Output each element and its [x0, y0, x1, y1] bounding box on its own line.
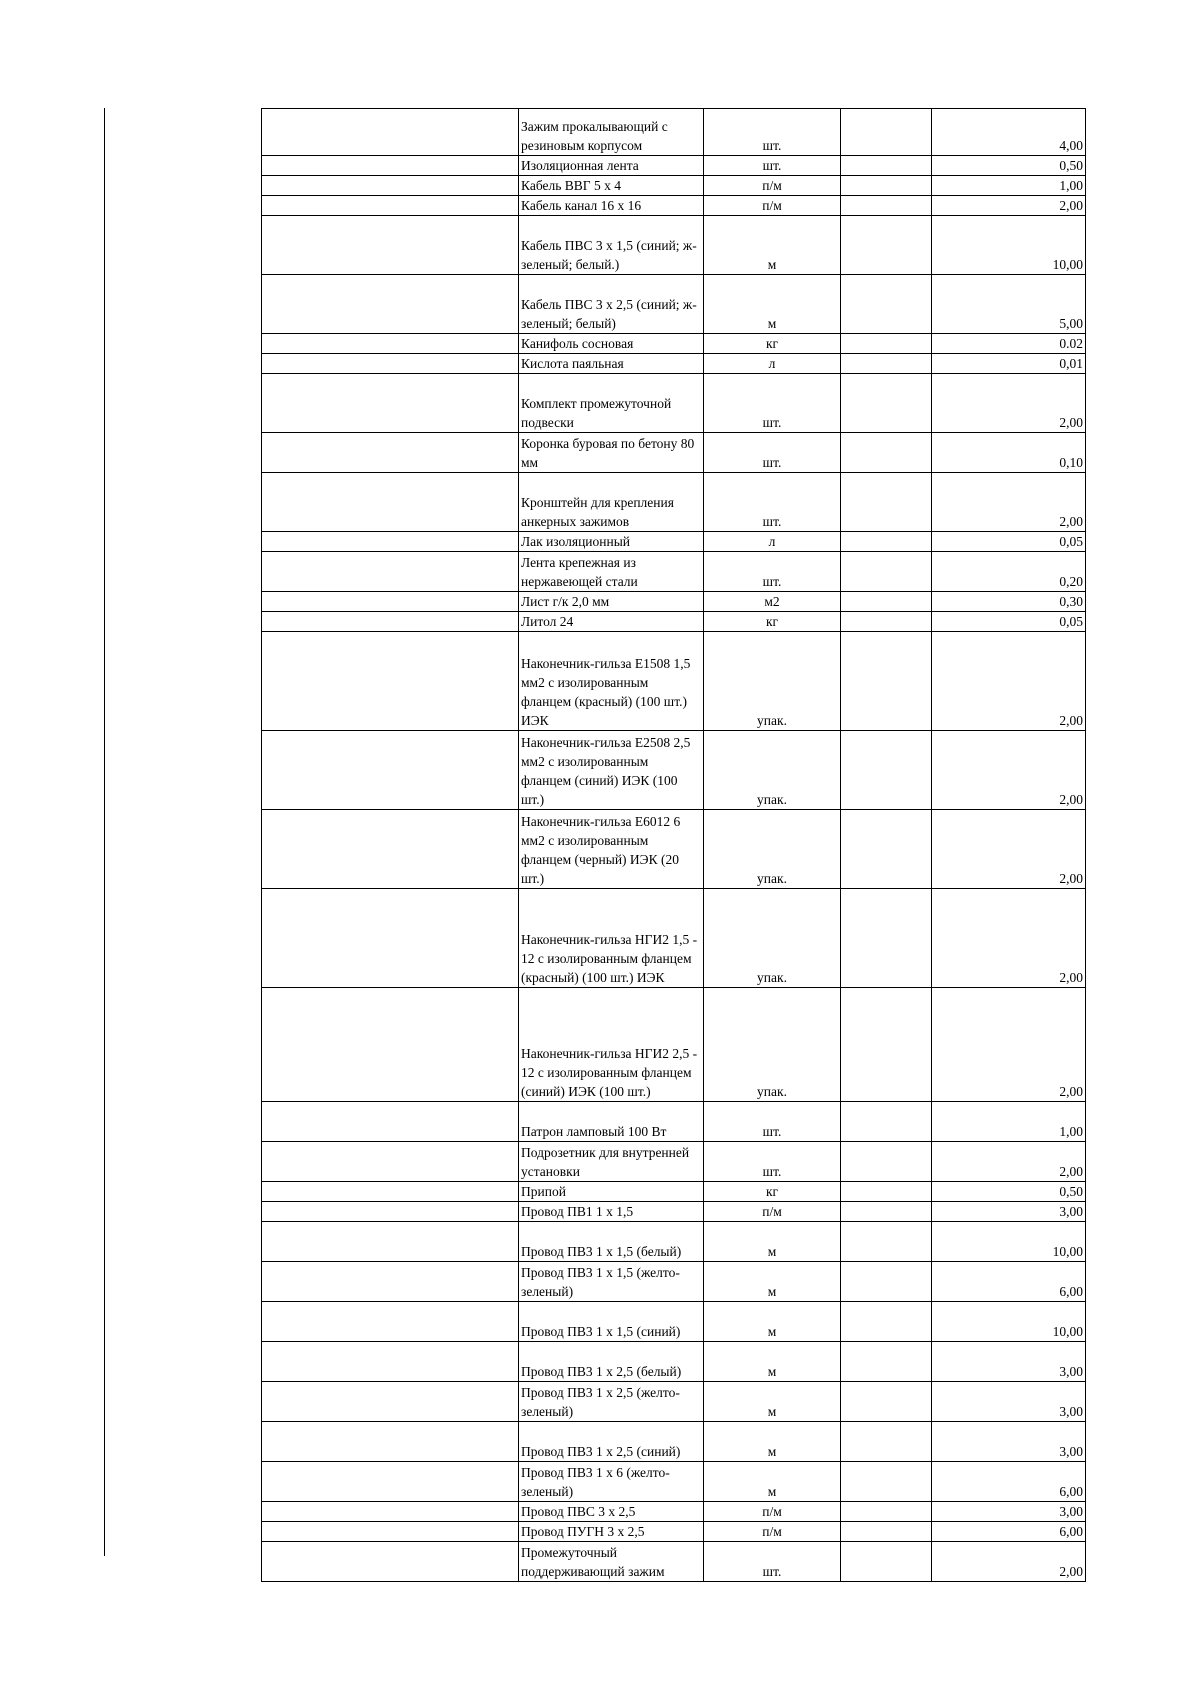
empty-cell	[262, 334, 519, 354]
empty-cell	[841, 592, 932, 612]
material-name-cell: Лак изоляционный	[519, 532, 704, 552]
empty-cell	[262, 354, 519, 374]
unit-cell: шт.	[704, 1542, 841, 1582]
material-name-cell: Кронштейн для крепления анкерных зажимов	[519, 473, 704, 532]
quantity-cell: 0,05	[932, 612, 1086, 632]
empty-cell	[262, 473, 519, 532]
table-row	[262, 1262, 1086, 1302]
unit-cell: п/м	[704, 1502, 841, 1522]
material-name-cell: Кабель ПВС 3 х 1,5 (синий; ж-зеленый; белый.)	[519, 216, 704, 275]
quantity-cell: 5,00	[932, 275, 1086, 334]
empty-cell	[262, 552, 519, 592]
unit-cell: м2	[704, 592, 841, 612]
table-row	[262, 731, 1086, 810]
material-name-cell: Изоляционная лента	[519, 156, 704, 176]
table-row	[262, 374, 1086, 433]
material-name-cell: Провод ПВ3 1 х 2,5 (белый)	[519, 1342, 704, 1382]
material-name-cell: Лист г/к 2,0 мм	[519, 592, 704, 612]
empty-cell	[262, 176, 519, 196]
material-name-cell: Провод ПВ3 1 х 2,5 (желто-зеленый)	[519, 1382, 704, 1422]
unit-cell: п/м	[704, 196, 841, 216]
empty-cell	[262, 532, 519, 552]
empty-cell	[841, 1342, 932, 1382]
material-name-cell: Наконечник-гильза Е2508 2,5 мм2 с изолированным фланцем (синий) ИЭК (100 шт.)	[519, 731, 704, 810]
empty-cell	[262, 1522, 519, 1542]
empty-cell	[841, 1542, 932, 1582]
table-row	[262, 156, 1086, 176]
material-name-cell: Наконечник-гильза НГИ2 2,5 - 12 с изолированным фланцем (синий) ИЭК (100 шт.)	[519, 988, 704, 1102]
quantity-cell: 2,00	[932, 1142, 1086, 1182]
quantity-cell: 0.02	[932, 334, 1086, 354]
empty-cell	[841, 354, 932, 374]
empty-cell	[841, 1522, 932, 1542]
empty-cell	[262, 1542, 519, 1582]
table-row	[262, 1382, 1086, 1422]
empty-cell	[262, 632, 519, 731]
unit-cell: кг	[704, 1182, 841, 1202]
material-name-cell: Провод ПВС 3 х 2,5	[519, 1502, 704, 1522]
material-name-cell: Литол 24	[519, 612, 704, 632]
empty-cell	[262, 216, 519, 275]
table-row	[262, 354, 1086, 374]
quantity-cell: 10,00	[932, 216, 1086, 275]
empty-cell	[841, 473, 932, 532]
table-row	[262, 988, 1086, 1102]
empty-cell	[262, 1222, 519, 1262]
table-row	[262, 1202, 1086, 1222]
table-row	[262, 552, 1086, 592]
unit-cell: шт.	[704, 552, 841, 592]
material-name-cell: Провод ПВ3 1 х 1,5 (белый)	[519, 1222, 704, 1262]
quantity-cell: 0,50	[932, 1182, 1086, 1202]
quantity-cell: 3,00	[932, 1502, 1086, 1522]
empty-cell	[262, 1302, 519, 1342]
empty-cell	[262, 275, 519, 334]
empty-cell	[841, 1142, 932, 1182]
quantity-cell: 0,01	[932, 354, 1086, 374]
quantity-cell: 1,00	[932, 1102, 1086, 1142]
unit-cell: шт.	[704, 433, 841, 473]
empty-cell	[841, 216, 932, 275]
material-name-cell: Кабель ВВГ 5 х 4	[519, 176, 704, 196]
unit-cell: упак.	[704, 889, 841, 988]
unit-cell: шт.	[704, 374, 841, 433]
empty-cell	[841, 1462, 932, 1502]
empty-cell	[262, 810, 519, 889]
table-row	[262, 1302, 1086, 1342]
empty-cell	[841, 1182, 932, 1202]
empty-cell	[841, 156, 932, 176]
empty-cell	[841, 109, 932, 156]
empty-cell	[841, 1382, 932, 1422]
unit-cell: м	[704, 216, 841, 275]
unit-cell: шт.	[704, 1142, 841, 1182]
empty-cell	[841, 810, 932, 889]
material-name-cell: Наконечник-гильза НГИ2 1,5 - 12 с изолированным фланцем (красный) (100 шт.) ИЭК	[519, 889, 704, 988]
table-row	[262, 532, 1086, 552]
unit-cell: м	[704, 1422, 841, 1462]
material-name-cell: Промежуточный поддерживающий зажим	[519, 1542, 704, 1582]
quantity-cell: 4,00	[932, 109, 1086, 156]
material-name-cell: Провод ПВ3 1 х 1,5 (желто-зеленый)	[519, 1262, 704, 1302]
unit-cell: м	[704, 1262, 841, 1302]
unit-cell: шт.	[704, 473, 841, 532]
table-row	[262, 109, 1086, 156]
material-name-cell: Комплект промежуточной подвески	[519, 374, 704, 433]
empty-cell	[262, 1462, 519, 1502]
unit-cell: шт.	[704, 1102, 841, 1142]
material-name-cell: Провод ПВ3 1 х 2,5 (синий)	[519, 1422, 704, 1462]
quantity-cell: 2,00	[932, 473, 1086, 532]
table-row	[262, 1102, 1086, 1142]
unit-cell: упак.	[704, 988, 841, 1102]
empty-cell	[841, 196, 932, 216]
empty-cell	[262, 592, 519, 612]
table-row	[262, 1422, 1086, 1462]
table-row	[262, 632, 1086, 731]
quantity-cell: 3,00	[932, 1382, 1086, 1422]
empty-cell	[262, 109, 519, 156]
empty-cell	[841, 1422, 932, 1462]
quantity-cell: 2,00	[932, 889, 1086, 988]
unit-cell: м	[704, 1382, 841, 1422]
empty-cell	[841, 612, 932, 632]
materials-table	[261, 108, 1086, 1582]
empty-cell	[841, 889, 932, 988]
table-row	[262, 196, 1086, 216]
material-name-cell: Канифоль сосновая	[519, 334, 704, 354]
unit-cell: упак.	[704, 810, 841, 889]
quantity-cell: 2,00	[932, 632, 1086, 731]
quantity-cell: 10,00	[932, 1222, 1086, 1262]
table-row	[262, 176, 1086, 196]
table-row	[262, 592, 1086, 612]
material-name-cell: Коронка буровая по бетону 80 мм	[519, 433, 704, 473]
unit-cell: упак.	[704, 632, 841, 731]
quantity-cell: 2,00	[932, 1542, 1086, 1582]
material-name-cell: Кислота паяльная	[519, 354, 704, 374]
empty-cell	[841, 988, 932, 1102]
material-name-cell: Наконечник-гильза Е6012 6 мм2 с изолированным фланцем (черный) ИЭК (20 шт.)	[519, 810, 704, 889]
empty-cell	[841, 1102, 932, 1142]
empty-cell	[841, 1502, 932, 1522]
quantity-cell: 3,00	[932, 1422, 1086, 1462]
quantity-cell: 1,00	[932, 176, 1086, 196]
material-name-cell: Лента крепежная из нержавеющей стали	[519, 552, 704, 592]
empty-cell	[262, 1502, 519, 1522]
quantity-cell: 2,00	[932, 731, 1086, 810]
unit-cell: п/м	[704, 1522, 841, 1542]
empty-cell	[262, 988, 519, 1102]
empty-cell	[262, 1382, 519, 1422]
quantity-cell: 0,05	[932, 532, 1086, 552]
empty-cell	[841, 1202, 932, 1222]
empty-cell	[262, 612, 519, 632]
unit-cell: м	[704, 275, 841, 334]
material-name-cell: Провод ПУГН 3 х 2,5	[519, 1522, 704, 1542]
unit-cell: м	[704, 1462, 841, 1502]
empty-cell	[841, 1222, 932, 1262]
unit-cell: м	[704, 1222, 841, 1262]
unit-cell: л	[704, 354, 841, 374]
empty-cell	[262, 1102, 519, 1142]
empty-cell	[841, 1302, 932, 1342]
material-name-cell: Наконечник-гильза Е1508 1,5 мм2 с изолированным фланцем (красный) (100 шт.) ИЭК	[519, 632, 704, 731]
empty-cell	[841, 1262, 932, 1302]
quantity-cell: 0,30	[932, 592, 1086, 612]
empty-cell	[262, 889, 519, 988]
empty-cell	[262, 196, 519, 216]
table-row	[262, 473, 1086, 532]
table-row	[262, 1342, 1086, 1382]
table-row	[262, 1462, 1086, 1502]
empty-cell	[262, 1202, 519, 1222]
quantity-cell: 2,00	[932, 196, 1086, 216]
material-name-cell: Провод ПВ1 1 х 1,5	[519, 1202, 704, 1222]
empty-cell	[262, 1422, 519, 1462]
material-name-cell: Зажим прокалывающий с резиновым корпусом	[519, 109, 704, 156]
empty-cell	[841, 552, 932, 592]
empty-cell	[841, 532, 932, 552]
table-row	[262, 216, 1086, 275]
quantity-cell: 10,00	[932, 1302, 1086, 1342]
quantity-cell: 0,10	[932, 433, 1086, 473]
quantity-cell: 6,00	[932, 1462, 1086, 1502]
material-name-cell: Патрон ламповый 100 Вт	[519, 1102, 704, 1142]
material-name-cell: Припой	[519, 1182, 704, 1202]
unit-cell: л	[704, 532, 841, 552]
unit-cell: шт.	[704, 109, 841, 156]
material-name-cell: Провод ПВ3 1 х 6 (желто-зеленый)	[519, 1462, 704, 1502]
quantity-cell: 3,00	[932, 1202, 1086, 1222]
empty-cell	[262, 374, 519, 433]
empty-cell	[841, 275, 932, 334]
empty-cell	[841, 632, 932, 731]
empty-cell	[262, 1262, 519, 1302]
table-row	[262, 433, 1086, 473]
unit-cell: кг	[704, 612, 841, 632]
empty-cell	[262, 1342, 519, 1382]
table-row	[262, 334, 1086, 354]
quantity-cell: 3,00	[932, 1342, 1086, 1382]
table-row	[262, 1222, 1086, 1262]
unit-cell: упак.	[704, 731, 841, 810]
table-row	[262, 1182, 1086, 1202]
unit-cell: п/м	[704, 176, 841, 196]
table-row	[262, 1502, 1086, 1522]
empty-cell	[262, 731, 519, 810]
empty-cell	[262, 156, 519, 176]
table-row	[262, 1542, 1086, 1582]
table-row	[262, 1522, 1086, 1542]
empty-cell	[262, 1182, 519, 1202]
quantity-cell: 2,00	[932, 988, 1086, 1102]
material-name-cell: Провод ПВ3 1 х 1,5 (синий)	[519, 1302, 704, 1342]
quantity-cell: 2,00	[932, 810, 1086, 889]
table-row	[262, 889, 1086, 988]
empty-cell	[841, 731, 932, 810]
empty-cell	[262, 433, 519, 473]
material-name-cell: Кабель канал 16 х 16	[519, 196, 704, 216]
empty-cell	[841, 374, 932, 433]
unit-cell: п/м	[704, 1202, 841, 1222]
left-margin-line	[104, 108, 105, 1556]
table-row	[262, 810, 1086, 889]
quantity-cell: 6,00	[932, 1262, 1086, 1302]
unit-cell: шт.	[704, 156, 841, 176]
table-row	[262, 275, 1086, 334]
table-row	[262, 1142, 1086, 1182]
quantity-cell: 2,00	[932, 374, 1086, 433]
empty-cell	[841, 176, 932, 196]
empty-cell	[841, 334, 932, 354]
unit-cell: кг	[704, 334, 841, 354]
quantity-cell: 6,00	[932, 1522, 1086, 1542]
quantity-cell: 0,20	[932, 552, 1086, 592]
unit-cell: м	[704, 1302, 841, 1342]
table-row	[262, 612, 1086, 632]
empty-cell	[841, 433, 932, 473]
material-name-cell: Кабель ПВС 3 х 2,5 (синий; ж-зеленый; белый)	[519, 275, 704, 334]
materials-table-body	[262, 109, 1086, 1582]
material-name-cell: Подрозетник для внутренней установки	[519, 1142, 704, 1182]
unit-cell: м	[704, 1342, 841, 1382]
empty-cell	[262, 1142, 519, 1182]
quantity-cell: 0,50	[932, 156, 1086, 176]
